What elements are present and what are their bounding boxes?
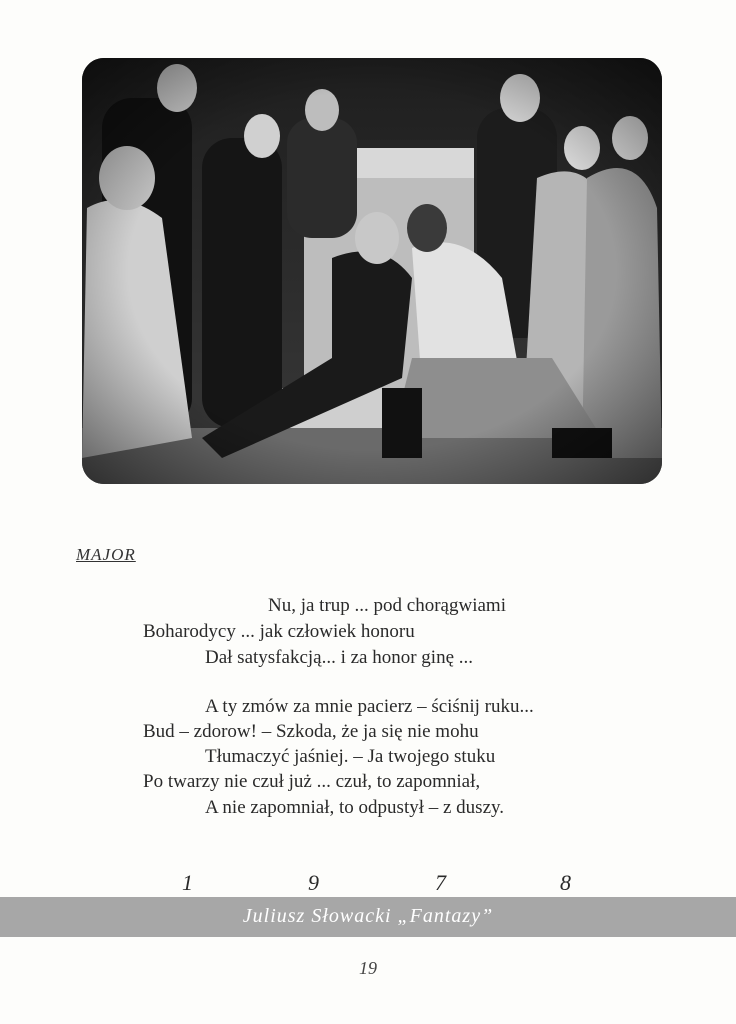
verse-line: Dał satysfakcją... i za honor ginę ... [205,647,474,668]
verse-line: Po twarzy nie czuł już ... czuł, to zapomniał, [143,771,481,792]
speaker-name: MAJOR [76,545,136,564]
verse-line: A ty zmów za mnie pacierz – ściśnij ruku... [205,696,534,717]
verse-line: Boharodycy ... jak człowiek honoru [143,621,415,642]
verse-line: Nu, ja trup ... pod chorągwiami [268,595,506,616]
title-banner [0,897,736,937]
year-digit: 9 [308,870,319,895]
verse-line: Bud – zdorow! – Szkoda, że ja się nie mohu [143,721,479,742]
year-digit: 7 [435,870,446,895]
verse-line: A nie zapomniał, to odpustył – z duszy. [205,797,505,818]
verse-line: Tłumaczyć jaśniej. – Ja twojego stuku [205,746,496,767]
year-digit: 8 [560,870,571,895]
page-number: 19 [359,958,377,978]
photo-illustration [82,58,662,484]
theatre-scene-photo [82,58,662,484]
banner-title: Juliusz Słowacki „Fantazy” [242,905,494,927]
year-digit: 1 [182,870,193,895]
